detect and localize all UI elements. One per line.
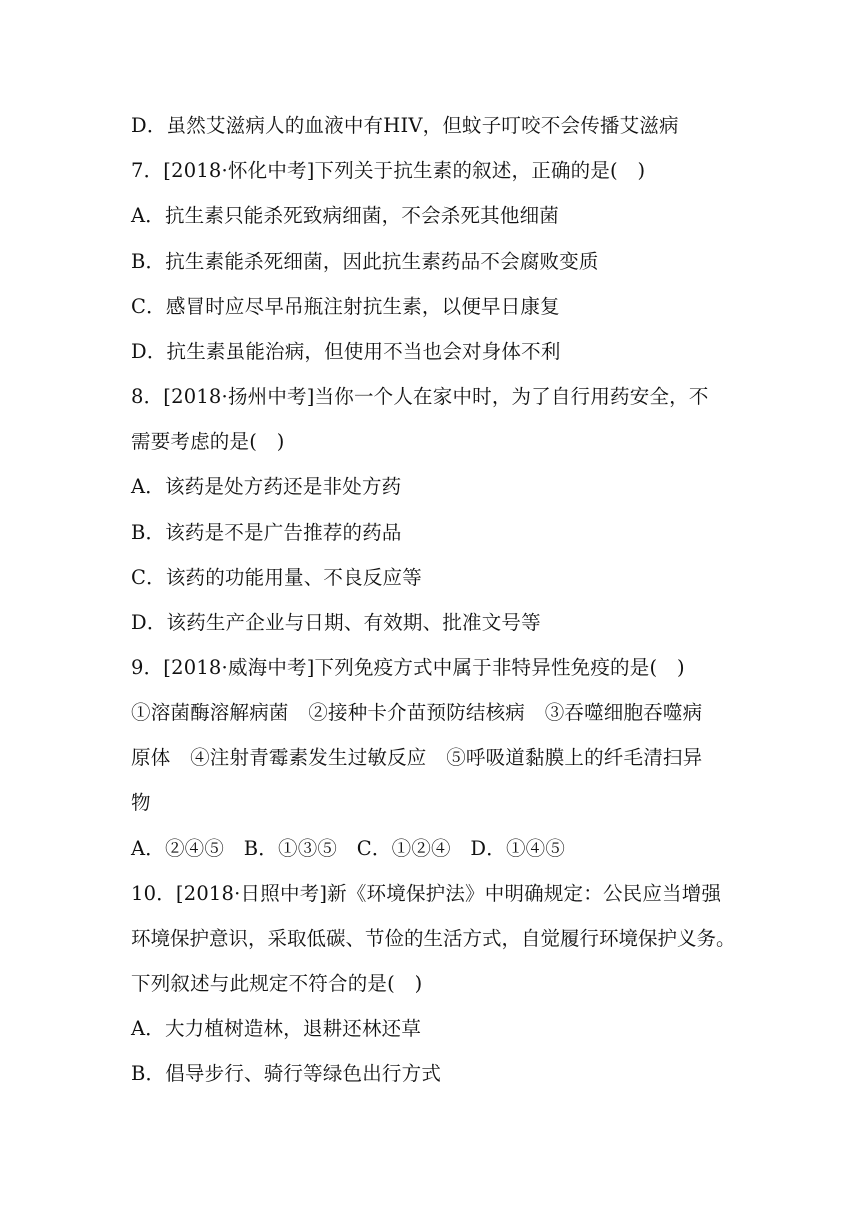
option-8c: C．该药的功能用量、不良反应等 — [131, 566, 422, 589]
question-7: 7．[2018·怀化中考]下列关于抗生素的叙述，正确的是( ) — [131, 159, 646, 182]
option-7d: D．抗生素虽能治病，但使用不当也会对身体不利 — [131, 340, 561, 363]
option-8b: B．该药是不是广告推荐的药品 — [131, 521, 402, 544]
question-9-items-line-2: 原体 ④注射青霉素发生过敏反应 ⑤呼吸道黏膜上的纤毛清扫异 — [131, 746, 703, 769]
option-10a: A．大力植树造林，退耕还林还草 — [131, 1017, 422, 1040]
question-10-line-1: 10．[2018·日照中考]新《环境保护法》中明确规定：公民应当增强 — [131, 882, 722, 905]
question-8-line-2: 需要考虑的是( ) — [131, 430, 285, 453]
question-9-items-line-1: ①溶菌酶溶解病菌 ②接种卡介苗预防结核病 ③吞噬细胞吞噬病 — [131, 701, 703, 724]
option-8a: A．该药是处方药还是非处方药 — [131, 475, 402, 498]
option-7c: C．感冒时应尽早吊瓶注射抗生素，以便早日康复 — [131, 295, 560, 318]
option-7b: B．抗生素能杀死细菌，因此抗生素药品不会腐败变质 — [131, 250, 599, 273]
option-8d: D．该药生产企业与日期、有效期、批准文号等 — [131, 611, 541, 634]
option-6d: D．虽然艾滋病人的血液中有HIV，但蚊子叮咬不会传播艾滋病 — [131, 114, 679, 137]
option-7a: A．抗生素只能杀死致病细菌，不会杀死其他细菌 — [131, 204, 559, 227]
question-9-options: A．②④⑤ B．①③⑤ C．①②④ D．①④⑤ — [131, 837, 566, 860]
question-8-line-1: 8．[2018·扬州中考]当你一个人在家中时，为了自行用药安全，不 — [131, 385, 709, 408]
question-10-line-3: 下列叙述与此规定不符合的是( ) — [131, 972, 423, 995]
option-10b: B．倡导步行、骑行等绿色出行方式 — [131, 1062, 442, 1085]
question-9-items-line-3: 物 — [131, 791, 151, 814]
question-10-line-2: 环境保护意识，采取低碳、节俭的生活方式，自觉履行环境保护义务。 — [131, 927, 736, 950]
question-9: 9．[2018·威海中考]下列免疫方式中属于非特异性免疫的是( ) — [131, 656, 685, 679]
